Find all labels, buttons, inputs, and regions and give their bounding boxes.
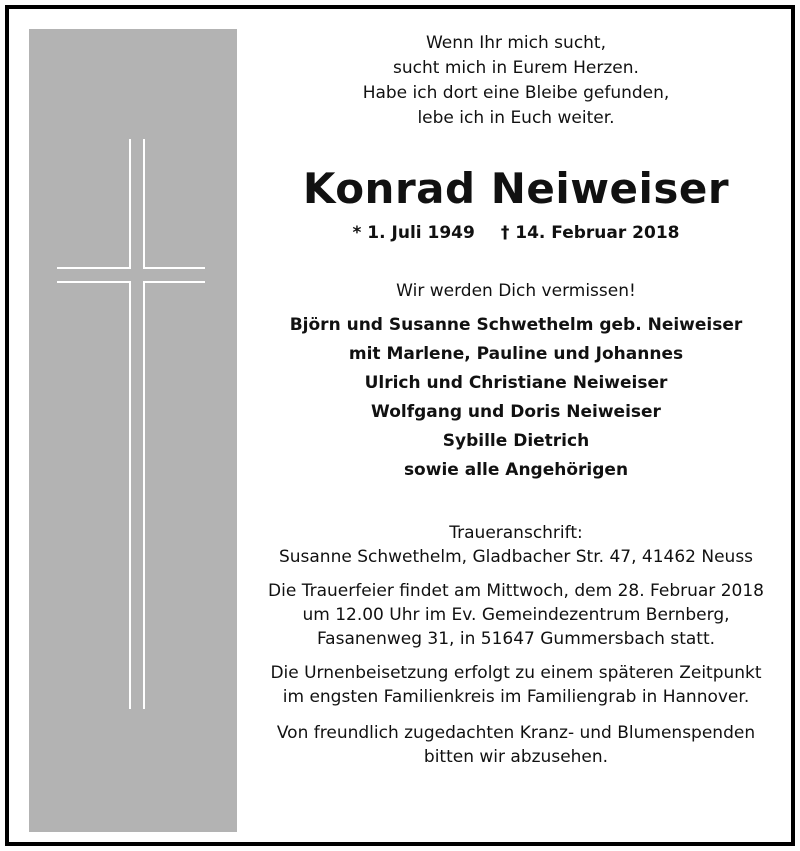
family-line: Sybille Dietrich	[442, 431, 590, 451]
address-label: Traueranschrift:	[449, 523, 583, 543]
address-value: Susanne Schwethelm, Gladbacher Str. 47, 41462 Neuss	[278, 547, 754, 567]
flowers-line: bitten wir abzusehen.	[423, 747, 609, 767]
flowers-note	[251, 721, 781, 769]
mourning-address	[251, 521, 781, 569]
miss-line: Wir werden Dich vermissen!	[396, 281, 636, 301]
service-line: Fasanenweg 31, in 51647 Gummersbach statt.	[316, 629, 716, 649]
urn-line: im engsten Familienkreis im Familiengrab in Hannover.	[282, 687, 750, 707]
poem-line: Wenn Ihr mich sucht,	[425, 33, 607, 53]
poem-line: sucht mich in Eurem Herzen.	[393, 58, 639, 78]
deceased-name: Konrad Neiweiser	[302, 164, 730, 213]
life-dates	[251, 221, 781, 245]
family-line: Ulrich und Christiane Neiweiser	[364, 373, 668, 393]
side-panel	[29, 29, 237, 832]
poem	[251, 31, 781, 131]
family-list	[251, 311, 781, 485]
death-date: † 14. Februar 2018	[500, 223, 680, 243]
birth-date: * 1. Juli 1949	[352, 223, 475, 243]
urn-line: Die Urnenbeisetzung erfolgt zu einem späteren Zeitpunkt	[270, 663, 762, 683]
family-line: sowie alle Angehörigen	[403, 460, 629, 480]
poem-line: lebe ich in Euch weiter.	[417, 108, 615, 128]
obituary-frame	[5, 5, 795, 846]
family-line: Björn und Susanne Schwethelm geb. Neiweiser	[289, 315, 743, 335]
cross-vertical-bar	[129, 139, 145, 709]
flowers-line: Von freundlich zugedachten Kranz- und Blumenspenden	[276, 723, 756, 743]
poem-line: Habe ich dort eine Bleibe gefunden,	[362, 83, 670, 103]
family-line: mit Marlene, Pauline und Johannes	[348, 344, 684, 364]
cross-intersection	[131, 267, 143, 283]
service-info	[251, 579, 781, 651]
family-line: Wolfgang und Doris Neiweiser	[371, 402, 661, 422]
urn-info	[251, 661, 781, 709]
service-line: Die Trauerfeier findet am Mittwoch, dem 28. Februar 2018	[268, 581, 764, 601]
service-line: um 12.00 Uhr im Ev. Gemeindezentrum Bernberg,	[302, 605, 730, 625]
obituary-content	[251, 31, 781, 769]
